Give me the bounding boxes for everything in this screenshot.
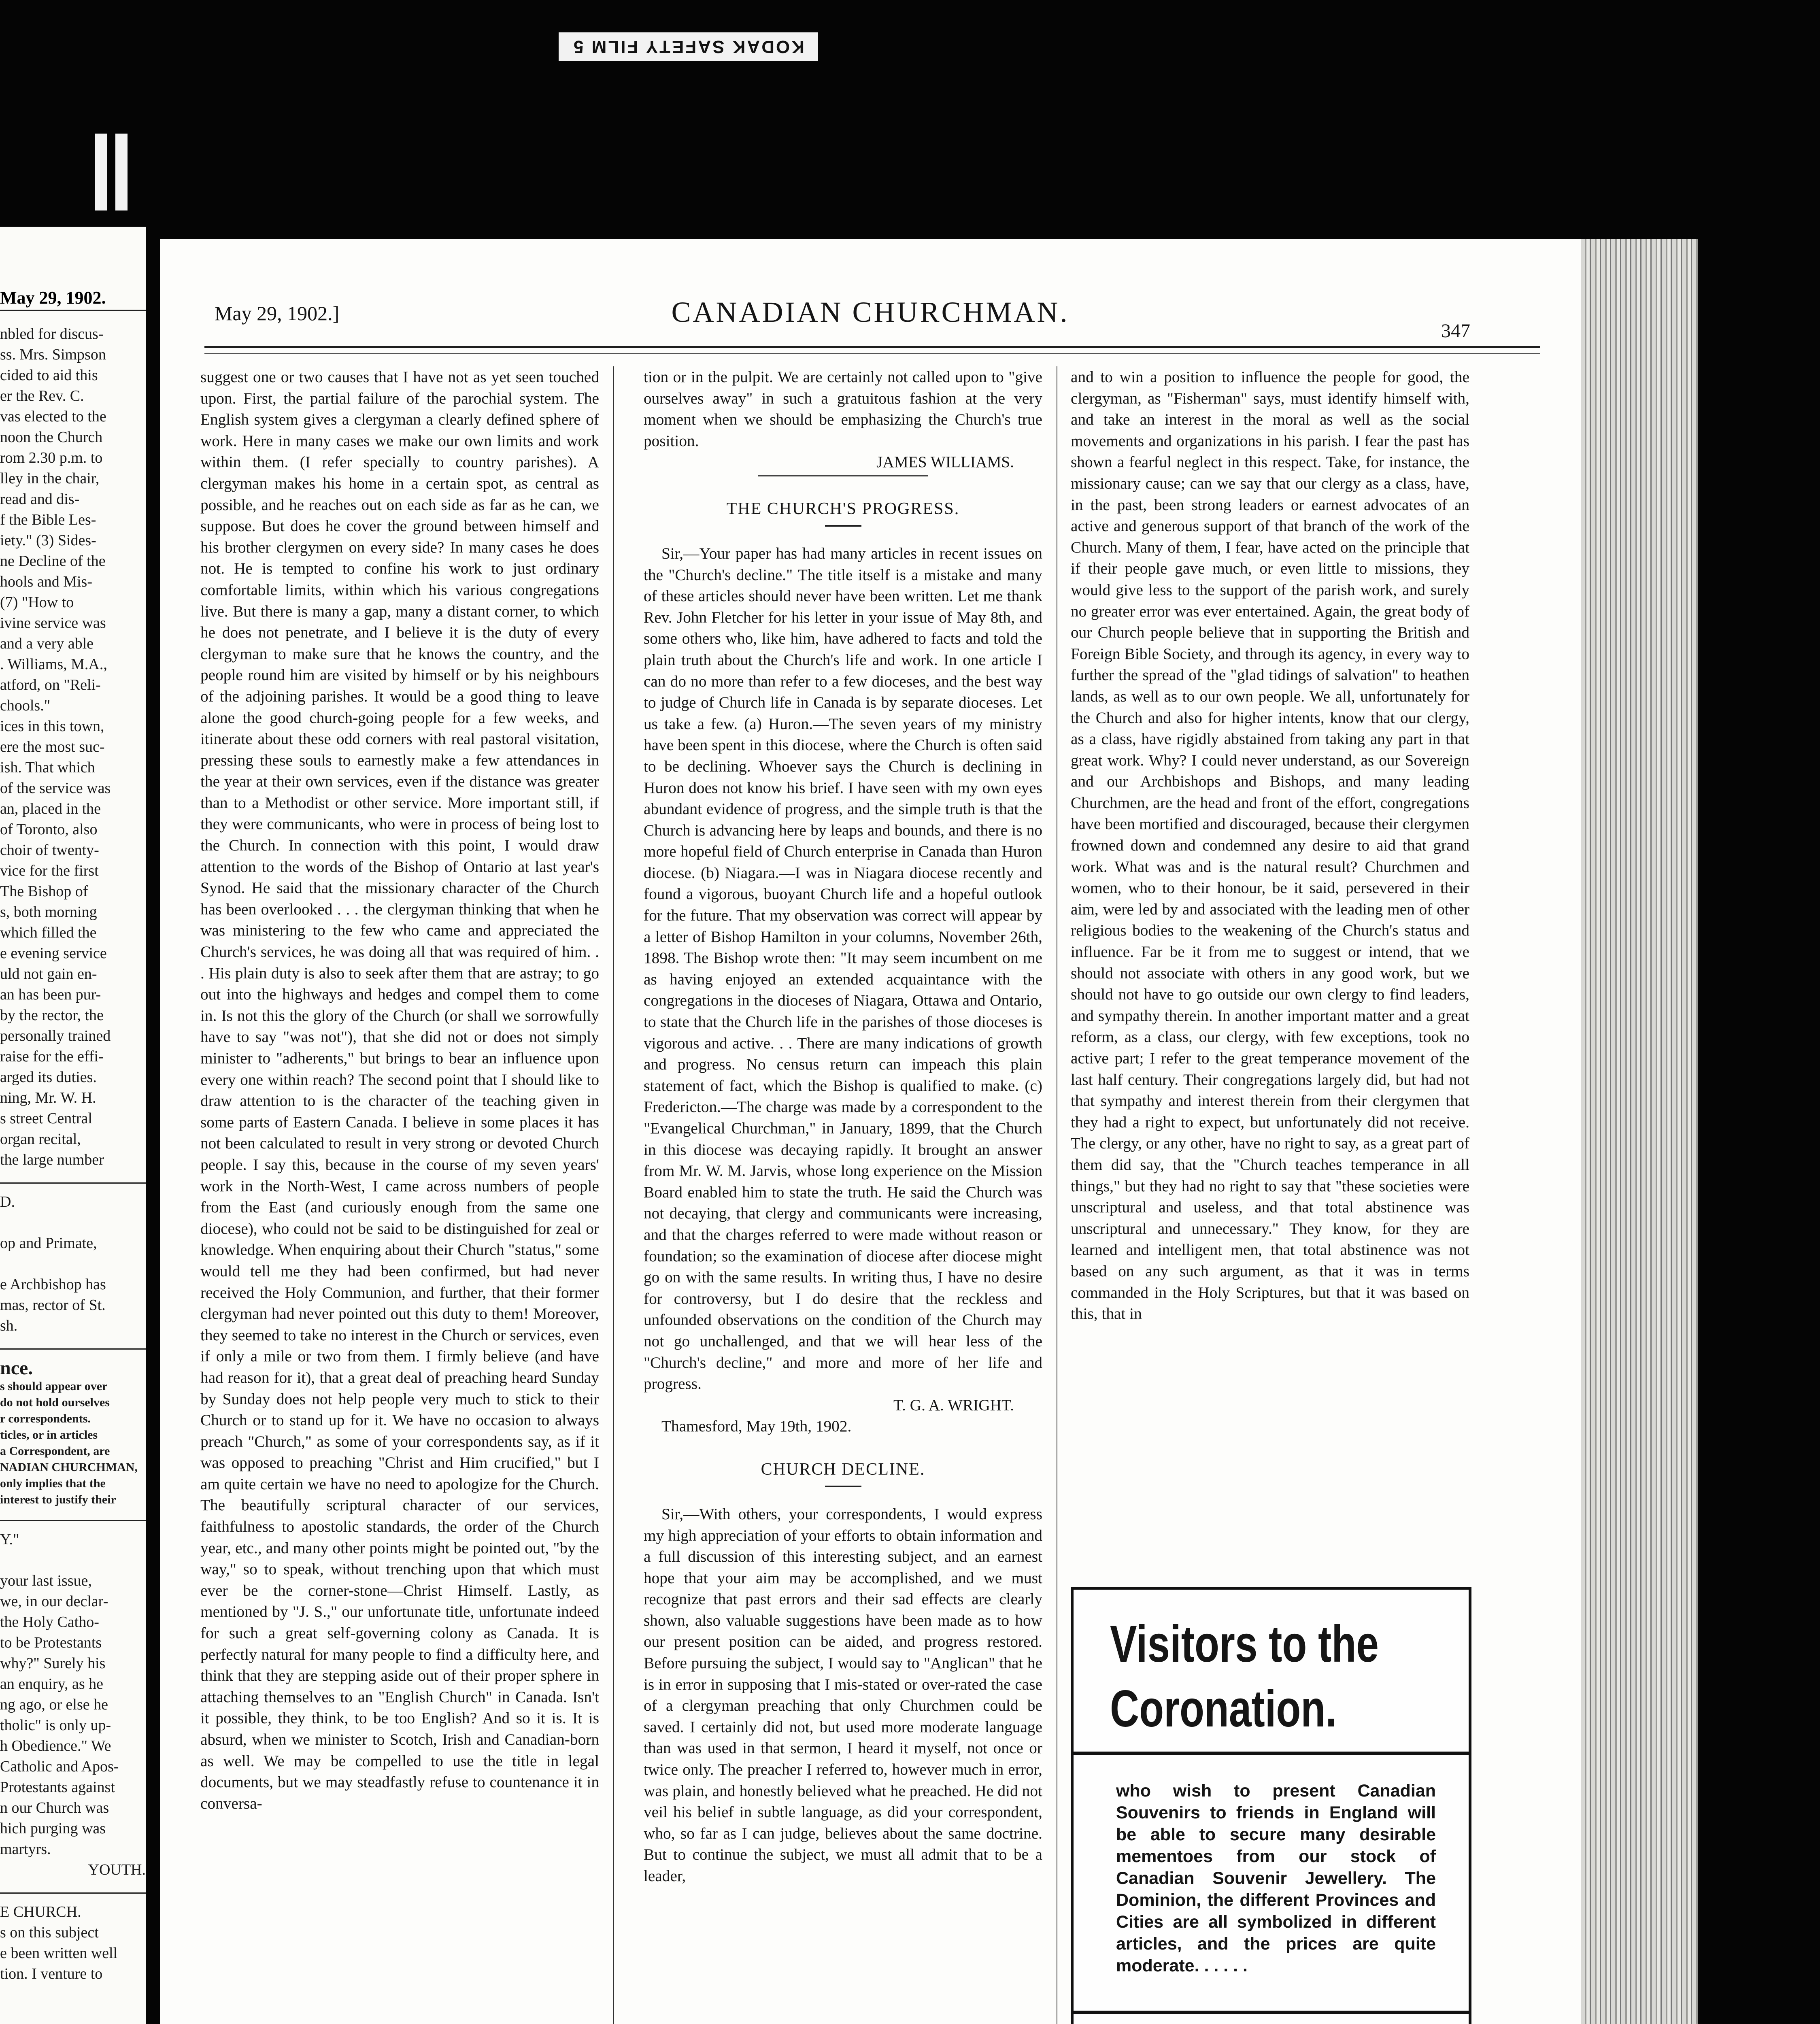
heading-rule (825, 525, 861, 527)
left-page-rule (0, 1508, 146, 1521)
left-page-notice-line: do not hold ourselves (0, 1396, 110, 1409)
left-page-line: to be Protestants (0, 1634, 102, 1651)
column-1 (200, 366, 599, 1814)
left-page-line: by the rector, the (0, 1007, 104, 1024)
left-page-line: lley in the chair, (0, 470, 100, 487)
left-page-heading: nce. (0, 1357, 33, 1379)
left-page-line: mas, rector of St. (0, 1297, 106, 1314)
left-page-line: chools." (0, 697, 51, 714)
left-page-line: e been written well (0, 1945, 118, 1962)
left-page-line: the Holy Catho- (0, 1614, 99, 1631)
left-page-signature: YOUTH. (88, 1861, 146, 1878)
left-page-line: ivine service was (0, 614, 106, 631)
left-page-line: op and Primate, (0, 1235, 97, 1252)
left-page-line: iety." (3) Sides- (0, 532, 96, 549)
left-page-line: which filled the (0, 924, 97, 941)
left-page-line: ices in this town, (0, 718, 104, 735)
left-page-header-rule (0, 310, 146, 311)
left-page-notice-line: ticles, or in articles (0, 1428, 98, 1441)
ad-headline (1074, 1590, 1469, 1755)
left-page-line: atford, on "Reli- (0, 676, 101, 693)
left-page-line: D. (0, 1193, 15, 1210)
left-page-line: tholic" is only up- (0, 1717, 111, 1734)
left-page-line (0, 1254, 146, 1274)
letter-continuation: tion or in the pulpit. We are certainly not called upon to "give ourselves away" in such a gratuitous fashion at the very moment when we should be emphasizing the Church's true position. (644, 368, 1042, 450)
left-page-line: n our Church was (0, 1799, 109, 1816)
left-page-notice-line: only implies that the (0, 1477, 106, 1490)
left-page-heading: E CHURCH. (0, 1903, 81, 1920)
left-page-line: (7) "How to (0, 594, 74, 611)
left-page-line: ng ago, or else he (0, 1696, 108, 1713)
left-page-line: your last issue, (0, 1572, 92, 1589)
left-page-line: ning, Mr. W. H. (0, 1089, 96, 1106)
left-page-line: nbled for discus- (0, 325, 104, 342)
left-page-line: we, in our declar- (0, 1593, 108, 1610)
page-date: May 29, 1902.] (215, 302, 340, 325)
left-page-line: cided to aid this (0, 367, 98, 384)
left-page-line: e Archbishop has (0, 1276, 106, 1293)
left-page-line: ne Decline of the (0, 553, 106, 570)
left-page-line: er the Rev. C. (0, 387, 84, 404)
ad-headline-line-2: Coronation. (1110, 1680, 1337, 1738)
left-page-date: May 29, 1902. (0, 288, 106, 308)
left-page-rule (0, 1170, 146, 1184)
left-page-line: of Toronto, also (0, 821, 98, 838)
header-rule-thin (204, 353, 1540, 354)
left-page-line: why?" Surely his (0, 1655, 106, 1672)
left-page-line: rom 2.30 p.m. to (0, 449, 103, 466)
left-page-line: organ recital, (0, 1131, 81, 1148)
left-page-line: hich purging was (0, 1820, 106, 1837)
heading-rule (825, 1486, 861, 1487)
film-edge-label: KODAK SAFETY FILM 5 (559, 32, 818, 61)
header-rule (204, 346, 1540, 348)
advertisement-coronation (1071, 1587, 1471, 2024)
left-page-line: tion. I venture to (0, 1965, 103, 1982)
section-rule (758, 475, 928, 476)
left-page-line: raise for the effi- (0, 1048, 104, 1065)
left-page-line: and a very able (0, 635, 94, 652)
ad-divider (1074, 2011, 1469, 2014)
left-page-fragment (0, 227, 146, 2024)
left-page-notice-line: s should appear over (0, 1380, 108, 1393)
left-page-text (0, 324, 146, 1984)
page-number: 347 (1441, 320, 1470, 342)
left-page-line: personally trained (0, 1027, 111, 1044)
left-page-line: The Bishop of (0, 883, 88, 900)
left-page-line: ere the most suc- (0, 738, 105, 755)
film-perforation-mark (115, 134, 128, 210)
signature-james-williams: JAMES WILLIAMS. (876, 453, 1014, 471)
left-page-spacer (0, 1550, 146, 1571)
left-page-line: of the service was (0, 780, 111, 797)
letter-place-date: Thamesford, May 19th, 1902. (661, 1417, 852, 1435)
left-page-line: an, placed in the (0, 800, 101, 817)
left-page-line: choir of twenty- (0, 842, 99, 859)
left-page-line: e evening service (0, 945, 107, 962)
left-page-line: martyrs. (0, 1841, 51, 1858)
left-page-notice-line: a Correspondent, are (0, 1444, 110, 1458)
left-page-line (0, 1212, 146, 1233)
left-page-notice-line: r correspondents. (0, 1412, 91, 1425)
left-page-line: Catholic and Apos- (0, 1758, 119, 1775)
left-page-line: vice for the first (0, 862, 99, 879)
left-page-rule (0, 1880, 146, 1894)
film-perforation-mark (95, 134, 107, 210)
left-page-line: the large number (0, 1151, 104, 1168)
left-page-line: sh. (0, 1317, 18, 1334)
left-page-line: Y." (0, 1531, 19, 1548)
column-3 (1071, 366, 1469, 1540)
newspaper-page (160, 239, 1581, 2024)
left-page-line: f the Bible Les- (0, 511, 96, 528)
left-page-line: s street Central (0, 1110, 92, 1127)
ad-headline-line-1: Visitors to the (1110, 1615, 1379, 1673)
left-page-line: s on this subject (0, 1924, 99, 1941)
left-page-line: s, both morning (0, 904, 97, 921)
letter-church-decline: Sir,—With others, your correspondents, I would express my high appreciation of your efforts to obtain information and a full discussion of this interesting subject, and an earnest hope that your aim may be accomplished, and we must recognize that past errors and their sad effects are clearly shown, also valuable suggestions have been made as to how our present position can be aided, and progress restored. Before pursuing the subject, I would say to "Anglican" that he is in error in supposing that I mis-stated or over-rated the case of a clergyman preaching that only Churchmen could be saved. I certainly did not, but used more moderate language than was used in that sermon, I heard it myself, not once or twice only. The preacher I referred to, however much in error, was plain, and honestly believed what he preached. He did not veil his belief in subtle language, as did your correspondent, who, so far as I can judge, believes about the same doctrine. But to continue the subject, we must all admit that to be a leader, (644, 1505, 1042, 1885)
left-page-rule (0, 1336, 146, 1350)
left-page-line: noon the Church (0, 429, 103, 446)
left-page-line: . Williams, M.A., (0, 656, 107, 673)
left-page-notice-line: NADIAN CHURCHMAN, (0, 1461, 138, 1474)
signature-wright: T. G. A. WRIGHT. (893, 1396, 1014, 1414)
left-page-line: hools and Mis- (0, 573, 92, 590)
column-1-text: suggest one or two causes that I have not as yet seen touched upon. First, the partial failure of the parochial system. The English system gives a clergyman a clearly defined sphere of work. Here in many cases we make our own limits and work within them. (I refer specially to country parishes). A clergyman makes his home in a certain spot, as central as possible, and he reaches out on each side as far as he can, we suppose. But does he cover the ground between himself and his brother clergymen on every side? In many cases he does not. He is tempted to confine his work to just ordinary comfortable limits, within which his various congregations live. But there is many a gap, many a distant corner, to which he does not penetrate, and I believe it is the duty of every clergyman to make sure that he knows the country, and the people round him are visited by himself or by his neighbours of the adjoining parishes. It would be a good thing to leave alone the good church-going people for a few weeks, and itinerate about these odd corners with real pastoral visitation, pressing these souls to earnestly make a few attendances in the year at their own services, even if the distance was greater than to a Methodist or other service. More important still, if they were communicants, who were in process of being lost to the Church. In connection with this point, I would draw attention to the words of the Bishop of Ontario at last year's Synod. He said that the missionary character of the Church has been overlooked . . . the clergyman thinking that when he was ministering to the few who came and appreciated the Church's services, he was doing all that was required of him. . . His plain duty is also to seek after them that are astray; to go out into the highways and hedges and compel them to come in. Is not this the glory of the Church (or shall we sorrowfully have to say "was not"), that she did not or does not simply minister to "adherents," but brings to bear an influence upon every one within reach? The second point that I should like to draw attention to is the character of the teaching given in some parts of Eastern Canada. I believe in some places it has not been calculated to result in very strong or devoted Church people. I say this, because in the course of my seven years' work in the North-West, I came across numbers of people from the East (and curiously enough from the same one diocese), who could not be said to be distinguished for zeal or knowledge. When enquiring about their Church "status," some would tell me they had been confirmed, but had never received the Holy Communion, and further, that their former clergyman had never pointed out this duty to them! Moreover, they seemed to take no interest in the Church or services, even if only a mile or two from them. I firmly believe (and have had reason for it), that a great deal of preaching heard Sunday by Sunday does not help people very much to stick to their Church or to stand up for it. We have no occasion to always preach "Church," as some of your correspondents say, as if it was opposed to preaching "Christ and Him crucified," but I am quite certain we have no need to apologize for the Church. The beautifully scriptural character of our services, faithfulness to apostolic standards, the order of the Church year, etc., and many other points might be pointed out, "by the way," so to speak, without trenching upon that which must ever be the corner-stone—Christ Himself. Lastly, as mentioned by "J. S.," our unfortunate title, unfortunate indeed for such a great self-governing colony as Canada. It is perfectly natural for many people to find a difficulty here, and think that they are stepping aside out of their proper sphere in attaching themselves to an "English Church" in Canada. Isn't it possible, they think, to be too English? And so it is. It is absurd, when we minister to Scotch, Irish and Canadian-born as well. We may be compelled to use the title in legal documents, but we may steadfastly refuse to countenance it in conversa- (200, 368, 599, 1812)
ad-body-text: who wish to present Canadian Souvenirs to friends in England will be able to secure many desirable mementoes from our stock of Canadian Souvenir Jewellery. The Dominion, the different Provinces and Cities are all symbolized in different articles, and the prices are quite moderate. . . . . . (1116, 1781, 1436, 1975)
left-page-line: Protestants against (0, 1779, 115, 1796)
left-page-line: an enquiry, as he (0, 1675, 103, 1692)
left-page-notice-line: interest to justify their (0, 1493, 116, 1506)
column-3-text: and to win a position to influence the people for good, the clergyman, as "Fisherman" says, must identify himself with, and take an interest in the moral as well as the social movements and organizations in his parish. I fear the past has shown a fearful neglect in this respect. Take, for instance, the missionary cause; can we say that our clergy as a class, have, in the past, been strong leaders or earnest advocates of an active and generous support of that branch of the work of the Church. Many of them, I fear, have acted on the principle that if their people gave much, or even little to missions, they would give less to the support of the parish work, and surely no greater error was ever entertained. Again, the great body of our Church people believe that in supporting the British and Foreign Bible Society, and through its agency, in every way to further the spread of the "glad tidings of salvation" to heathen lands, as well as to our own people. We all, unfortunately for the Church and also for higher intents, know that our clergy, as a class, have rigidly abstained from taking any part in that great work. Why? I could never understand, as our Sovereign and our Archbishops and Bishops, and many leading Churchmen, are the head and front of the effort, congregations have been mortified and discouraged, because their clergymen frowned down and condemned any desire to aid that grand work. What was and is the natural result? Churchmen and women, who to their honour, be it said, persevered in their aim, were led by and associated with the leading men of other religious bodies to the weakening of the Church's status and influence. Far be it from me to suggest or intend, that we should not associate with others in any good work, but we should not have to go outside our own clergy to find leaders, and sympathy therein. In another important matter and a great reform, as a class, our clergy, with few exceptions, took no active part; I refer to the great temperance movement of the last half century. Their congregations largely did, but had not that sympathy and interest therein from their clergymen that they had a right to expect, but unfortunately did not receive. The clergy, or any other, have no right to say, as a great part of them did say, that the "Church teaches temperance in all things," but they had no right to say that "these societies were unscriptural and useless, and that total abstinence was unscriptural and unnecessary." They know, for they are learned and intelligent men, that total abstinence was not based on any such argument, as that it was in terms commanded in the Holy Scriptures, but that it was based on this, that in (1071, 368, 1469, 1323)
left-page-line: h Obedience." We (0, 1737, 111, 1754)
letter-churchs-progress: Sir,—Your paper has had many articles in recent issues on the "Church's decline." The title itself is a mistake and many of these articles should never have been written. Let me thank Rev. John Fletcher for his letter in your issue of May 8th, and some others who, like him, have adhered to facts and told the plain truth about the Church's life and work. In one article I can do no more than refer to a few dioceses, and the best way to judge of Church life in Canada is by separate dioceses. Let us take a few. (a) Huron.—The seven years of my ministry have been spent in this diocese, where the Church is often said to be declining. Whoever says the Church is declining in Huron does not know his brief. I have seen with my own eyes abundant evidence of progress, and the simple truth is that the Church is advancing here by leaps and bounds, and there is no more hopeful field of Church enterprise in Canada than Huron diocese. (b) Niagara.—I was in Niagara diocese recently and found a vigorous, buoyant Church life and a hopeful outlook for the future. That my observation was correct will appear by a letter of Bishop Hamilton in your columns, November 26th, 1898. The Bishop wrote then: "It may seem incumbent on me as having enjoyed an extended acquaintance with the congregations in the dioceses of Niagara, Ottawa and Ontario, to state that the Church life in the parishes of those dioceses is vigorous and active. . . There are many indications of growth and progress. No census return can impeach this plain statement of fact, which the Bishop is qualified to make. (c) Fredericton.—The charge was made by a correspondent to the "Evangelical Churchman," in January, 1899, that the Church in this diocese was decaying rapidly. It brought an answer from Mr. W. M. Jarvis, whose long experience on the Mission Board enabled him to state the truth. He said the Church was not decaying, that clergy and communicants were increasing, and that the charges referred to were made without reason or foundation; so the examination of diocese after diocese might go on with the same results. In writing thus, I have no desire for controversy, but I do desire that the reckless and unfounded observations on the condition of the Church may not go unchallenged, and that we will hear less of the "Church's decline," and more and more of her life and progress. (644, 544, 1042, 1393)
book-page-edges (1581, 239, 1698, 2024)
left-page-line: vas elected to the (0, 408, 106, 425)
column-2 (644, 366, 1042, 1887)
left-page-line: read and dis- (0, 491, 80, 508)
left-page-line: an has been pur- (0, 986, 101, 1003)
masthead-title: CANADIAN CHURCHMAN. (671, 296, 1069, 328)
left-page-line: ss. Mrs. Simpson (0, 346, 106, 363)
left-page-line: arged its duties. (0, 1069, 97, 1086)
heading-churchs-progress: THE CHURCH'S PROGRESS. (726, 499, 960, 518)
column-divider (613, 366, 614, 2024)
left-page-line: ish. That which (0, 759, 95, 776)
left-page-line: uld not gain en- (0, 965, 97, 982)
heading-church-decline: CHURCH DECLINE. (761, 1460, 925, 1479)
